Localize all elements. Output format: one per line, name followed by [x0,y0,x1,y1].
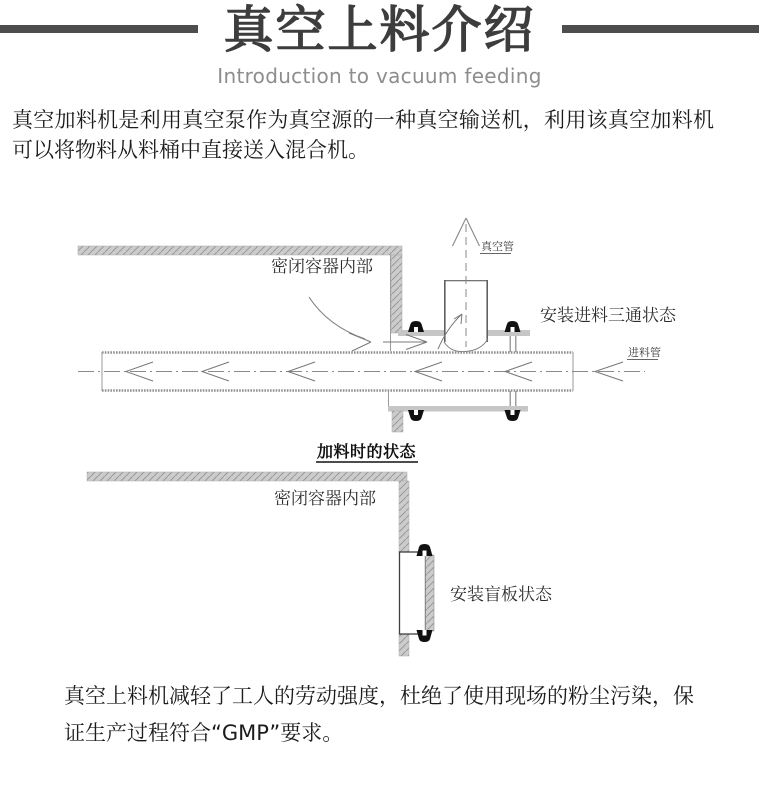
container-wall-side [391,255,402,333]
blind-plate [400,552,426,634]
label-blind-plate-state: 安装盲板状态 [450,585,552,605]
page-title: 真空上料介绍 [223,1,536,59]
container-wall-top [78,246,402,255]
diagram-blind [87,472,553,656]
label-vacuum-pipe: 真空管 [481,240,514,253]
label-container-interior: 密闭容器内部 [271,257,373,277]
label-container-interior: 密闭容器内部 [274,489,376,509]
container-wall-side-lower [392,411,403,432]
caption-feeding-state: 加料时的状态 [317,442,417,461]
container-wall-side-upper [399,481,409,553]
diagram-feeding [78,218,677,462]
label-tee-state: 安装进料三通状态 [540,306,676,326]
clamp-bottom-icon [417,630,433,642]
inlet-flow-arrow-icon [383,335,427,350]
container-wall-top [87,472,407,481]
clamp-left-icon [408,321,424,332]
technical-diagram [0,195,759,665]
blind-plate-ferrule [426,555,435,631]
clamp-right-icon [505,321,521,332]
label-feed-pipe: 进料管 [628,346,661,359]
clamp-top-icon [417,544,433,556]
container-wall-side-lower [399,634,409,656]
page-subtitle: Introduction to vacuum feeding [217,64,542,88]
clamp-down-left-icon [408,410,424,421]
intro-paragraph: 真空加料机是利用真空泵作为真空源的一种真空输送机，利用该真空加料机可以将物料从料桶中直接送入混合机。 [12,108,714,162]
clamp-down-right-icon [505,410,521,421]
footer-paragraph: 真空上料机减轻了工人的劳动强度，杜绝了使用现场的粉尘污染，保证生产过程符合“GMP”要求。 [64,684,694,745]
material-flow-arrow-icon [309,297,371,351]
title-rule-right [562,25,759,33]
